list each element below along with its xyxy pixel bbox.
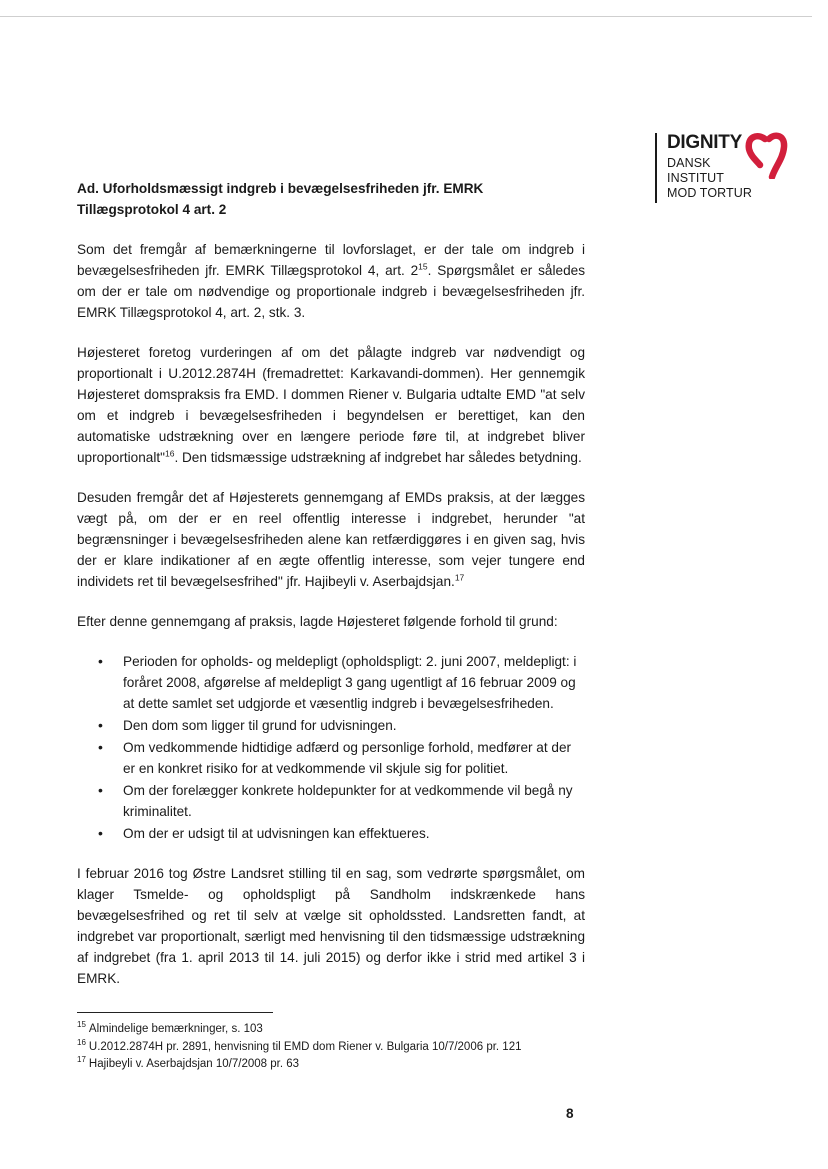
bullet-icon: • — [98, 653, 103, 669]
top-rule — [0, 16, 812, 17]
document-body — [77, 178, 585, 1008]
logo-line-3: MOD TORTUR — [667, 186, 753, 200]
footnote-15 — [77, 1021, 597, 1039]
bullet-icon: • — [98, 825, 103, 841]
logo-bar — [655, 133, 657, 203]
footnote-17 — [77, 1056, 597, 1074]
list-item-text: Om der er udsigt til at udvisningen kan effektueres. — [123, 826, 430, 841]
list-item-text: Om vedkommende hidtidige adfærd og personlige forhold, medfører at der er en konkret risiko for at vedkommende vil skjule sig for politiet. — [123, 740, 572, 776]
footnote-number: 16 — [77, 1037, 86, 1047]
footnote-16 — [77, 1039, 597, 1057]
paragraph-2-text-b: . Den tidsmæssige udstrækning af indgrebet har således betydning. — [174, 450, 582, 465]
list-item — [98, 823, 585, 844]
footnote-ref-16: 16 — [164, 448, 175, 459]
paragraph-5: I februar 2016 tog Østre Landsret stilling til en sag, som vedrørte spørgsmålet, om klager Tsmelde- og opholdspligt på Sandholm indskrænkede hans bevægelsesfrihed og ret til selv at vælge sit opholdssted. Landsretten fandt, at indgrebet var proportionalt, særligt med henvisning til den tidsmæssige udstrækning af indgrebet (fra 1. april 2013 til 14. juli 2015) og derfor ikke i strid med artikel 3 i EMRK. — [77, 866, 585, 986]
logo-line-2: INSTITUT — [667, 171, 725, 185]
logo-line-1: DANSK — [667, 156, 711, 170]
footnote-text: Hajibeyli v. Aserbajdsjan 10/7/2008 pr. 63 — [88, 1058, 300, 1070]
list-item-text: Om der forelægger konkrete holdepunkter for at vedkommende vil begå ny kriminalitet. — [123, 783, 573, 819]
footnote-text: U.2012.2874H pr. 2891, henvisning til EMD dom Riener v. Bulgaria 10/7/2006 pr. 121 — [88, 1040, 522, 1053]
footnote-number: 17 — [77, 1055, 86, 1065]
footnote-number: 15 — [77, 1020, 86, 1030]
paragraph-1 — [77, 239, 585, 323]
paragraph-3-text: Desuden fremgår det af Højesterets gennemgang af EMDs praksis, at der lægges vægt på, om der er en reel offentlig interesse i indgrebet, herunder "at begrænsninger i bevægelsesfriheden alene kan retfærdiggøres i en given sag, hvis der er klare indikationer af en ægte offentlig interesse, som vejer tungere end individets ret til bevægelsesfrihed" jfr. Hajibeyli v. Aserbajdsjan. — [77, 490, 585, 589]
bullet-icon: • — [98, 782, 103, 798]
paragraph-2-text-a: Højesteret foretog vurderingen af om det pålagte indgreb var nødvendigt og proportionalt i U.2012.2874H (fremadrettet: Karkavandi-dommen). Her gennemgik Højesteret domspraksis fra EMD. I dommen Riener v. Bulgaria udtalte EMD "at selv om et indgreb i bevægelsesfriheden i begyndelsen er berettiget, kan den automatiske udstrækning over en længere periode føre til, at indgrebet bliver uproportionalt" — [77, 345, 585, 465]
section-heading: Ad. Uforholdsmæssigt indgreb i bevægelsesfriheden jfr. EMRK Tillægsprotokol 4 art. 2 — [77, 181, 484, 217]
footnote-ref-15: 15 — [418, 261, 428, 272]
paragraph-3 — [77, 487, 585, 592]
heart-icon — [743, 129, 791, 179]
paragraph-1-text-b: . Spørgsmålet er således om der er tale om nødvendige og proportionale indgreb i bevægelsesfriheden jfr. EMRK Tillægsprotokol 4, art. 2, stk. 3. — [77, 263, 585, 320]
paragraph-4: Efter denne gennemgang af praksis, lagde Højesteret følgende forhold til grund: — [77, 614, 558, 629]
dignity-logo — [655, 133, 805, 205]
footnote-ref-17: 17 — [454, 572, 465, 583]
footnote-separator — [77, 1012, 273, 1013]
page-number: 8 — [566, 1106, 574, 1121]
logo-name: DIGNITY — [667, 132, 742, 153]
list-item — [98, 737, 585, 779]
list-item — [98, 780, 585, 822]
criteria-list — [77, 651, 585, 844]
bullet-icon: • — [98, 739, 103, 755]
bullet-icon: • — [98, 717, 103, 733]
paragraph-2 — [77, 342, 585, 468]
paragraph-1-text-a: Som det fremgår af bemærkningerne til lovforslaget, er der tale om indgreb i bevægelsesfriheden jfr. EMRK Tillægsprotokol 4, art. 2 — [77, 242, 585, 278]
footnotes — [77, 1021, 597, 1074]
list-item-text: Den dom som ligger til grund for udvisningen. — [123, 718, 397, 733]
list-item-text: Perioden for opholds- og meldepligt (opholdspligt: 2. juni 2007, meldepligt: i foråret 2008, afgørelse af meldepligt 3 gang ugentligt af 16 februar 2009 og at dette samlet set udgjorde et væsentlig indgreb i bevægelsesfriheden. — [123, 654, 577, 711]
list-item — [98, 715, 585, 736]
list-item — [98, 651, 585, 714]
footnote-text: Almindelige bemærkninger, s. 103 — [88, 1023, 263, 1035]
